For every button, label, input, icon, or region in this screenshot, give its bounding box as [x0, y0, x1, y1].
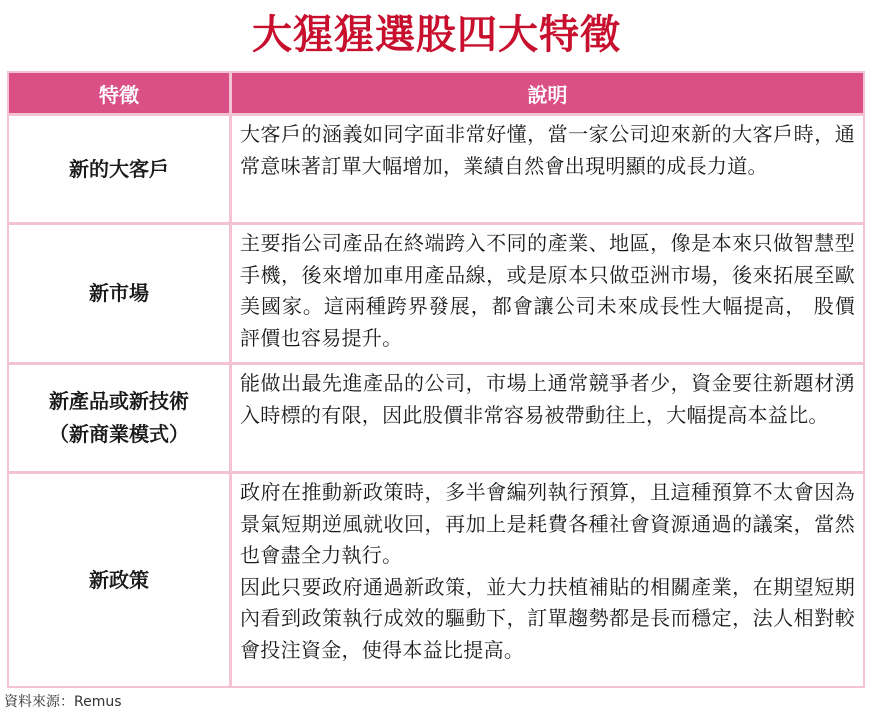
description-text: 主要指公司產品在終端跨入不同的產業、地區，像是本來只做智慧型手機，後來增加車用產品線，或是原本只做亞洲市場，後來拓展至歐美國家。這兩種跨界發展，都會讓公司未來成長性大幅提高， 股價評價也容易提升。: [240, 231, 855, 350]
table-row-3-description: [232, 365, 863, 471]
page-title: 大猩猩選股四大特徵: [252, 11, 621, 58]
feature-sublabel: （新商業模式）: [49, 422, 189, 446]
feature-label: 新市場: [89, 281, 149, 305]
table-row-3-feature: [9, 365, 229, 471]
features-table: [7, 71, 865, 688]
column-header-description-label: 說明: [527, 82, 568, 107]
column-header-feature-label: 特徵: [99, 82, 139, 107]
column-header-description: [232, 73, 863, 113]
description-text: 大客戶的涵義如同字面非常好懂，當一家公司迎來新的大客戶時，通常意味著訂單大幅增加，業績自然會出現明顯的成長力道。: [240, 122, 855, 178]
column-header-feature: [9, 73, 229, 113]
description-text: 因此只要政府通過新政策，並大力扶植補貼的相關產業，在期望短期內看到政策執行成效的驅動下，訂單趨勢都是長而穩定，法人相對較會投注資金，使得本益比提高。: [240, 574, 855, 662]
table-row-1-description: [232, 116, 863, 222]
table-row-4-description: [232, 474, 863, 686]
table-row-1-feature: [9, 116, 229, 222]
table-row-2-description: [232, 225, 863, 362]
feature-label: 新產品或新技術: [49, 389, 189, 413]
description-text: 政府在推動新政策時，多半會編列執行預算，且這種預算不太會因為景氣短期逆風就收回，再加上是耗費各種社會資源通過的議案，當然也會盡全力執行。: [240, 480, 855, 567]
description-text: 能做出最先進產品的公司，市場上通常競爭者少，資金要往新題材湧入時標的有限，因此股價非常容易被帶動往上，大幅提高本益比。: [240, 371, 855, 427]
feature-label: 新政策: [89, 567, 149, 592]
feature-label: 新的大客戶: [69, 156, 169, 181]
table-row-4-feature: [9, 474, 229, 686]
source-note: 資料來源：Remus: [4, 694, 122, 710]
table-row-2-feature: [9, 225, 229, 362]
